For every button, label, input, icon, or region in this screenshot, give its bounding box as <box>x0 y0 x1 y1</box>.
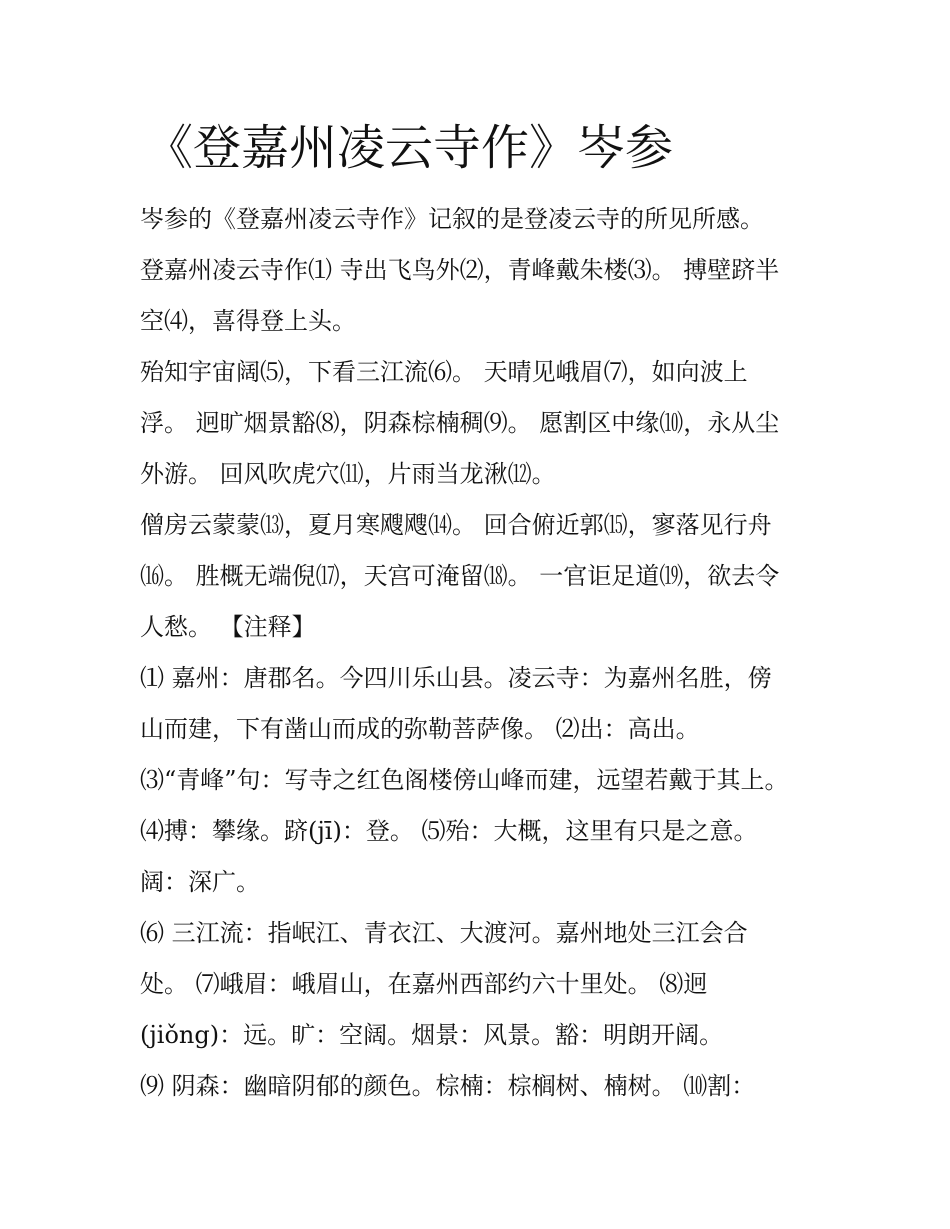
document-body <box>140 194 820 1112</box>
document-title: 《登嘉州凌云寺作》岑参 <box>145 120 674 176</box>
text-line: ⑷搏：攀缘。跻(jī)：登。 ⑸殆：大概，这里有只是之意。 <box>140 817 758 845</box>
text-line: 殆知宇宙阔⑸，下看三江流⑹。 天晴见峨眉⑺，如向波上 <box>140 358 748 386</box>
text-line: 人愁。 【注释】 <box>140 613 316 641</box>
text-line: 处。 ⑺峨眉：峨眉山，在嘉州西部约六十里处。 ⑻迥 <box>140 970 708 998</box>
text-line: 岑参的《登嘉州凌云寺作》记叙的是登凌云寺的所见所感。 <box>140 205 764 233</box>
text-line: ⒃。 胜概无端倪⒄，天宫可淹留⒅。 一官讵足道⒆，欲去令 <box>140 562 780 590</box>
text-line: ⑶“青峰”句：写寺之红色阁楼傍山峰而建，远望若戴于其上。 <box>140 766 789 794</box>
text-line: ⑹ 三江流：指岷江、青衣江、大渡河。嘉州地处三江会合 <box>140 919 748 947</box>
text-line: 登嘉州凌云寺作⑴ 寺出飞鸟外⑵，青峰戴朱楼⑶。 搏壁跻半 <box>140 256 780 284</box>
text-line: 阔：深广。 <box>140 868 260 896</box>
text-line: 空⑷，喜得登上头。 <box>140 307 356 335</box>
text-line: 外游。 回风吹虎穴⑾，片雨当龙湫⑿。 <box>140 460 556 488</box>
text-line: 浮。 迥旷烟景豁⑻，阴森棕楠稠⑼。 愿割区中缘⑽，永从尘 <box>140 409 780 437</box>
text-line: 山而建，下有凿山而成的弥勒菩萨像。 ⑵出：高出。 <box>140 715 700 743</box>
text-line: 僧房云蒙蒙⒀，夏月寒飕飕⒁。 回合俯近郭⒂，寥落见行舟 <box>140 511 772 539</box>
text-line: ⑴ 嘉州：唐郡名。今四川乐山县。凌云寺：为嘉州名胜，傍 <box>140 664 772 692</box>
text-line: (jiǒng)：远。旷：空阔。烟景：风景。豁：明朗开阔。 <box>140 1021 724 1049</box>
text-line: ⑼ 阴森：幽暗阴郁的颜色。棕楠：棕榈树、楠树。 ⑽割： <box>140 1072 756 1100</box>
